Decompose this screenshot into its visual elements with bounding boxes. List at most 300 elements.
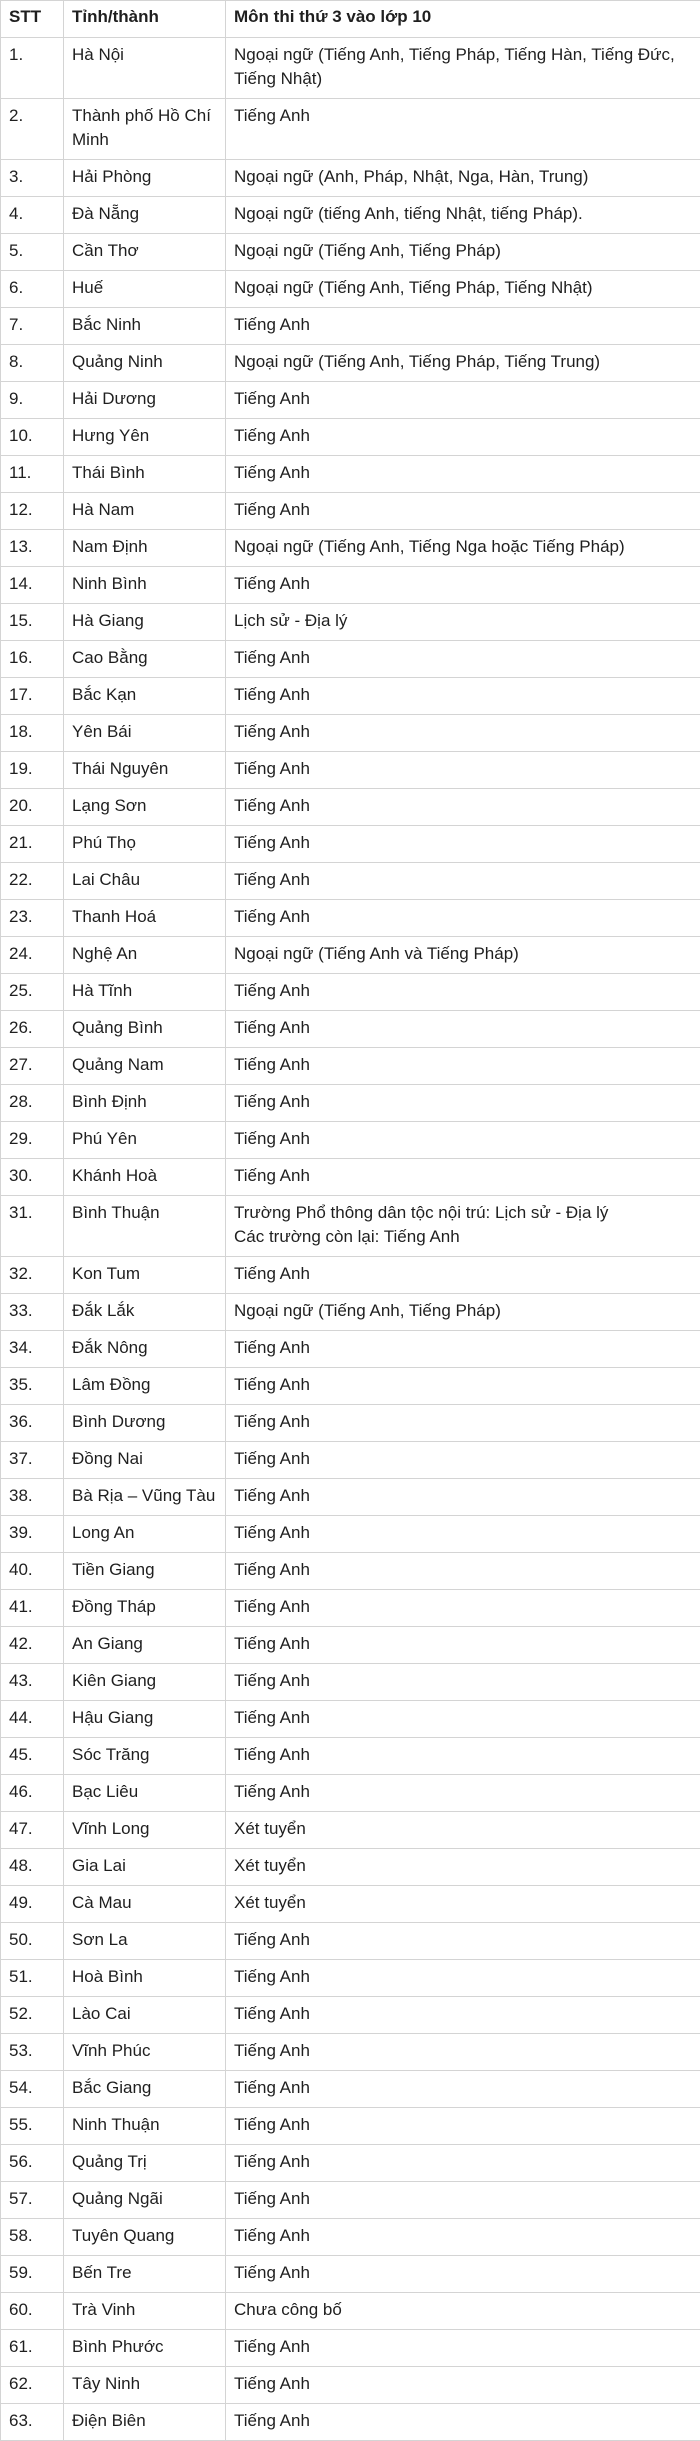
table-row [1, 271, 700, 308]
row-stt: 7. [1, 308, 64, 345]
table-row [1, 2182, 700, 2219]
table-row [1, 1257, 700, 1294]
row-province: Bạc Liêu [64, 1775, 226, 1812]
row-province: Quảng Ngãi [64, 2182, 226, 2219]
subject-line: Tiếng Anh [234, 2078, 310, 2097]
subject-line: Tiếng Anh [234, 426, 310, 445]
subject-line: Tiếng Anh [234, 870, 310, 889]
row-stt: 33. [1, 1294, 64, 1331]
row-province: Đà Nẵng [64, 197, 226, 234]
table-row [1, 863, 700, 900]
table-row [1, 1294, 700, 1331]
row-subject [226, 826, 700, 863]
subject-line: Ngoại ngữ (Tiếng Anh, Tiếng Pháp, Tiếng Nhật) [234, 278, 593, 297]
row-subject [226, 2219, 700, 2256]
row-stt: 57. [1, 2182, 64, 2219]
row-province: Hưng Yên [64, 419, 226, 456]
row-province: Tiền Giang [64, 1553, 226, 1590]
row-province: Ninh Thuận [64, 2108, 226, 2145]
row-stt: 12. [1, 493, 64, 530]
row-stt: 18. [1, 715, 64, 752]
row-stt: 15. [1, 604, 64, 641]
row-subject [226, 2145, 700, 2182]
subject-line: Tiếng Anh [234, 2115, 310, 2134]
row-subject [226, 1442, 700, 1479]
table-row [1, 1159, 700, 1196]
subject-line: Xét tuyển [234, 1856, 306, 1875]
row-subject [226, 604, 700, 641]
row-province: Trà Vinh [64, 2293, 226, 2330]
row-stt: 19. [1, 752, 64, 789]
row-subject [226, 308, 700, 345]
row-province: Bắc Ninh [64, 308, 226, 345]
row-province: Thái Nguyên [64, 752, 226, 789]
subject-line: Tiếng Anh [234, 315, 310, 334]
row-stt: 16. [1, 641, 64, 678]
row-stt: 21. [1, 826, 64, 863]
row-stt: 43. [1, 1664, 64, 1701]
row-subject [226, 1011, 700, 1048]
row-subject [226, 197, 700, 234]
subject-line: Ngoại ngữ (Anh, Pháp, Nhật, Nga, Hàn, Trung) [234, 167, 589, 186]
row-subject [226, 1997, 700, 2034]
subject-line: Xét tuyển [234, 1893, 306, 1912]
row-province: Đồng Nai [64, 1442, 226, 1479]
row-province: Bình Định [64, 1085, 226, 1122]
row-stt: 30. [1, 1159, 64, 1196]
row-subject [226, 2071, 700, 2108]
row-stt: 27. [1, 1048, 64, 1085]
row-province: Đắk Nông [64, 1331, 226, 1368]
row-stt: 28. [1, 1085, 64, 1122]
row-stt: 49. [1, 1886, 64, 1923]
row-stt: 63. [1, 2404, 64, 2441]
subject-line: Tiếng Anh [234, 722, 310, 741]
row-stt: 54. [1, 2071, 64, 2108]
row-subject [226, 1812, 700, 1849]
row-stt: 41. [1, 1590, 64, 1627]
row-stt: 17. [1, 678, 64, 715]
table-row [1, 789, 700, 826]
subject-line: Tiếng Anh [234, 2374, 310, 2393]
table-row [1, 974, 700, 1011]
row-stt: 20. [1, 789, 64, 826]
row-subject [226, 382, 700, 419]
row-province: Đắk Lắk [64, 1294, 226, 1331]
subject-line: Trường Phổ thông dân tộc nội trú: Lịch sử - Địa lý [234, 1203, 609, 1222]
row-stt: 35. [1, 1368, 64, 1405]
row-subject [226, 1331, 700, 1368]
row-province: Quảng Bình [64, 1011, 226, 1048]
row-subject [226, 1923, 700, 1960]
table-row [1, 2256, 700, 2293]
subject-line: Tiếng Anh [234, 574, 310, 593]
table-row [1, 1442, 700, 1479]
row-province: Phú Yên [64, 1122, 226, 1159]
row-province: Quảng Nam [64, 1048, 226, 1085]
subject-line: Ngoại ngữ (Tiếng Anh, Tiếng Pháp) [234, 241, 501, 260]
row-province: Kiên Giang [64, 1664, 226, 1701]
row-province: Đồng Tháp [64, 1590, 226, 1627]
row-stt: 5. [1, 234, 64, 271]
row-province: An Giang [64, 1627, 226, 1664]
table-row [1, 2293, 700, 2330]
subject-line: Tiếng Anh [234, 1449, 310, 1468]
subject-line: Tiếng Anh [234, 1634, 310, 1653]
subject-line: Ngoại ngữ (Tiếng Anh, Tiếng Nga hoặc Tiếng Pháp) [234, 537, 625, 556]
table-row [1, 2219, 700, 2256]
row-province: Huế [64, 271, 226, 308]
table-body [1, 38, 700, 2441]
row-province: Tây Ninh [64, 2367, 226, 2404]
row-province: Nam Định [64, 530, 226, 567]
table-row [1, 197, 700, 234]
row-subject [226, 493, 700, 530]
subject-line: Tiếng Anh [234, 1018, 310, 1037]
row-province: Thành phố Hồ Chí Minh [64, 99, 226, 160]
table-row [1, 604, 700, 641]
subject-line: Tiếng Anh [234, 2226, 310, 2245]
table-row [1, 678, 700, 715]
subject-line: Tiếng Anh [234, 1264, 310, 1283]
row-stt: 24. [1, 937, 64, 974]
table-row [1, 2108, 700, 2145]
row-subject [226, 1775, 700, 1812]
subject-line: Tiếng Anh [234, 2004, 310, 2023]
row-subject [226, 419, 700, 456]
row-stt: 42. [1, 1627, 64, 1664]
row-province: Hà Tĩnh [64, 974, 226, 1011]
row-subject [226, 530, 700, 567]
header-province: Tỉnh/thành [64, 1, 226, 38]
subject-line: Ngoại ngữ (Tiếng Anh và Tiếng Pháp) [234, 944, 519, 963]
row-province: Sơn La [64, 1923, 226, 1960]
row-subject [226, 234, 700, 271]
row-subject [226, 160, 700, 197]
row-stt: 38. [1, 1479, 64, 1516]
row-province: Điện Biên [64, 2404, 226, 2441]
table-row [1, 1405, 700, 1442]
row-stt: 44. [1, 1701, 64, 1738]
table-row [1, 1196, 700, 1257]
subject-line: Tiếng Anh [234, 759, 310, 778]
row-stt: 3. [1, 160, 64, 197]
row-stt: 53. [1, 2034, 64, 2071]
row-stt: 48. [1, 1849, 64, 1886]
table-row [1, 2330, 700, 2367]
table-row [1, 2145, 700, 2182]
table-row [1, 382, 700, 419]
row-subject [226, 2256, 700, 2293]
table-row [1, 1590, 700, 1627]
subject-line: Tiếng Anh [234, 796, 310, 815]
row-subject [226, 1627, 700, 1664]
row-stt: 25. [1, 974, 64, 1011]
row-province: Hà Nam [64, 493, 226, 530]
row-province: Ninh Bình [64, 567, 226, 604]
row-province: Quảng Trị [64, 2145, 226, 2182]
row-stt: 61. [1, 2330, 64, 2367]
row-stt: 14. [1, 567, 64, 604]
table-row [1, 1738, 700, 1775]
row-province: Hải Dương [64, 382, 226, 419]
row-subject [226, 974, 700, 1011]
table-row [1, 1997, 700, 2034]
row-province: Cao Bằng [64, 641, 226, 678]
table-row [1, 900, 700, 937]
row-subject [226, 1196, 700, 1257]
row-province: Kon Tum [64, 1257, 226, 1294]
row-province: Lạng Sơn [64, 789, 226, 826]
row-subject [226, 1159, 700, 1196]
row-subject [226, 1294, 700, 1331]
subject-line: Tiếng Anh [234, 1486, 310, 1505]
row-stt: 6. [1, 271, 64, 308]
subject-line: Tiếng Anh [234, 2041, 310, 2060]
row-stt: 62. [1, 2367, 64, 2404]
subject-line: Tiếng Anh [234, 907, 310, 926]
row-stt: 36. [1, 1405, 64, 1442]
row-province: Quảng Ninh [64, 345, 226, 382]
table-row [1, 1775, 700, 1812]
row-province: Bình Phước [64, 2330, 226, 2367]
row-subject [226, 1257, 700, 1294]
row-province: Tuyên Quang [64, 2219, 226, 2256]
row-province: Cà Mau [64, 1886, 226, 1923]
table-row [1, 1960, 700, 1997]
row-subject [226, 752, 700, 789]
row-subject [226, 567, 700, 604]
table-row [1, 641, 700, 678]
row-subject [226, 271, 700, 308]
row-province: Bà Rịa – Vũng Tàu [64, 1479, 226, 1516]
row-subject [226, 1960, 700, 1997]
table-row [1, 1701, 700, 1738]
subject-line: Tiếng Anh [234, 1671, 310, 1690]
row-subject [226, 1516, 700, 1553]
subject-line: Tiếng Anh [234, 1129, 310, 1148]
row-province: Hà Nội [64, 38, 226, 99]
subject-line: Ngoại ngữ (Tiếng Anh, Tiếng Pháp, Tiếng Trung) [234, 352, 601, 371]
row-subject [226, 1701, 700, 1738]
row-stt: 34. [1, 1331, 64, 1368]
row-stt: 8. [1, 345, 64, 382]
table-row [1, 937, 700, 974]
row-subject [226, 2367, 700, 2404]
row-subject [226, 1886, 700, 1923]
row-province: Thanh Hoá [64, 900, 226, 937]
table-row [1, 1516, 700, 1553]
table-row [1, 1849, 700, 1886]
subject-line: Tiếng Anh [234, 389, 310, 408]
subject-line: Tiếng Anh [234, 1055, 310, 1074]
row-province: Hoà Bình [64, 1960, 226, 1997]
row-subject [226, 456, 700, 493]
table-row [1, 1553, 700, 1590]
row-province: Gia Lai [64, 1849, 226, 1886]
row-stt: 32. [1, 1257, 64, 1294]
subject-line: Tiếng Anh [234, 463, 310, 482]
row-province: Phú Thọ [64, 826, 226, 863]
row-subject [226, 715, 700, 752]
subject-line: Tiếng Anh [234, 1782, 310, 1801]
row-province: Hậu Giang [64, 1701, 226, 1738]
row-stt: 52. [1, 1997, 64, 2034]
table-row [1, 308, 700, 345]
row-subject [226, 1664, 700, 1701]
table-row [1, 715, 700, 752]
row-subject [226, 2108, 700, 2145]
table-row [1, 493, 700, 530]
row-stt: 40. [1, 1553, 64, 1590]
row-stt: 50. [1, 1923, 64, 1960]
table-row [1, 567, 700, 604]
table-header-row [1, 1, 700, 38]
row-province: Khánh Hoà [64, 1159, 226, 1196]
subject-line: Tiếng Anh [234, 2411, 310, 2430]
row-province: Hải Phòng [64, 160, 226, 197]
table-row [1, 2367, 700, 2404]
row-stt: 45. [1, 1738, 64, 1775]
subject-line: Ngoại ngữ (Tiếng Anh, Tiếng Pháp, Tiếng Hàn, Tiếng Đức, Tiếng Nhật) [234, 45, 675, 88]
subject-line: Tiếng Anh [234, 106, 310, 125]
row-subject [226, 937, 700, 974]
table-row [1, 99, 700, 160]
subject-line: Tiếng Anh [234, 1708, 310, 1727]
subject-line: Xét tuyển [234, 1819, 306, 1838]
table-row [1, 530, 700, 567]
table-row [1, 1368, 700, 1405]
row-subject [226, 2330, 700, 2367]
row-stt: 46. [1, 1775, 64, 1812]
row-subject [226, 2404, 700, 2441]
row-subject [226, 2293, 700, 2330]
row-subject [226, 38, 700, 99]
row-stt: 51. [1, 1960, 64, 1997]
subject-line: Tiếng Anh [234, 1967, 310, 1986]
table-row [1, 345, 700, 382]
row-subject [226, 789, 700, 826]
row-subject [226, 345, 700, 382]
row-stt: 37. [1, 1442, 64, 1479]
subject-line: Tiếng Anh [234, 2337, 310, 2356]
row-stt: 55. [1, 2108, 64, 2145]
row-stt: 11. [1, 456, 64, 493]
table-row [1, 1923, 700, 1960]
row-stt: 9. [1, 382, 64, 419]
subject-line: Tiếng Anh [234, 648, 310, 667]
table-row [1, 1664, 700, 1701]
table-row [1, 1627, 700, 1664]
subject-line: Tiếng Anh [234, 685, 310, 704]
subject-line: Tiếng Anh [234, 833, 310, 852]
table-row [1, 1011, 700, 1048]
row-subject [226, 641, 700, 678]
header-subject: Môn thi thứ 3 vào lớp 10 [226, 1, 700, 38]
row-province: Vĩnh Phúc [64, 2034, 226, 2071]
subject-line: Tiếng Anh [234, 1375, 310, 1394]
row-subject [226, 900, 700, 937]
subject-line: Ngoại ngữ (tiếng Anh, tiếng Nhật, tiếng Pháp). [234, 204, 583, 223]
subject-line: Các trường còn lại: Tiếng Anh [234, 1227, 460, 1246]
row-subject [226, 1368, 700, 1405]
subject-line: Tiếng Anh [234, 1166, 310, 1185]
row-stt: 23. [1, 900, 64, 937]
subject-line: Tiếng Anh [234, 500, 310, 519]
header-stt: STT [1, 1, 64, 38]
table-row [1, 1048, 700, 1085]
subject-line: Tiếng Anh [234, 1338, 310, 1357]
subject-line: Tiếng Anh [234, 1745, 310, 1764]
row-stt: 58. [1, 2219, 64, 2256]
row-province: Bắc Giang [64, 2071, 226, 2108]
table-row [1, 419, 700, 456]
row-subject [226, 1553, 700, 1590]
row-province: Long An [64, 1516, 226, 1553]
row-province: Yên Bái [64, 715, 226, 752]
row-subject [226, 2034, 700, 2071]
row-subject [226, 863, 700, 900]
row-stt: 2. [1, 99, 64, 160]
table-row [1, 456, 700, 493]
subject-line: Tiếng Anh [234, 2189, 310, 2208]
row-province: Lâm Đồng [64, 1368, 226, 1405]
row-stt: 10. [1, 419, 64, 456]
table-row [1, 1085, 700, 1122]
table-row [1, 1812, 700, 1849]
row-province: Nghệ An [64, 937, 226, 974]
row-subject [226, 99, 700, 160]
row-stt: 47. [1, 1812, 64, 1849]
table-row [1, 38, 700, 99]
row-province: Bình Thuận [64, 1196, 226, 1257]
row-stt: 26. [1, 1011, 64, 1048]
row-stt: 39. [1, 1516, 64, 1553]
row-subject [226, 1590, 700, 1627]
subject-line: Lịch sử - Địa lý [234, 611, 348, 630]
table-row [1, 1331, 700, 1368]
row-province: Hà Giang [64, 604, 226, 641]
table-row [1, 160, 700, 197]
row-subject [226, 1849, 700, 1886]
subject-line: Tiếng Anh [234, 981, 310, 1000]
row-subject [226, 1085, 700, 1122]
row-province: Lào Cai [64, 1997, 226, 2034]
row-stt: 22. [1, 863, 64, 900]
row-stt: 4. [1, 197, 64, 234]
row-stt: 29. [1, 1122, 64, 1159]
subject-line: Ngoại ngữ (Tiếng Anh, Tiếng Pháp) [234, 1301, 501, 1320]
subject-line: Tiếng Anh [234, 1560, 310, 1579]
row-stt: 1. [1, 38, 64, 99]
table-row [1, 2034, 700, 2071]
subject-line: Tiếng Anh [234, 1412, 310, 1431]
table-row [1, 1122, 700, 1159]
row-subject [226, 1479, 700, 1516]
table-row [1, 1479, 700, 1516]
row-province: Lai Châu [64, 863, 226, 900]
row-province: Bình Dương [64, 1405, 226, 1442]
row-province: Vĩnh Long [64, 1812, 226, 1849]
row-province: Cần Thơ [64, 234, 226, 271]
subject-line: Tiếng Anh [234, 2263, 310, 2282]
row-province: Thái Bình [64, 456, 226, 493]
subject-line: Tiếng Anh [234, 1930, 310, 1949]
subject-line: Tiếng Anh [234, 1092, 310, 1111]
row-subject [226, 678, 700, 715]
row-province: Sóc Trăng [64, 1738, 226, 1775]
table-row [1, 2404, 700, 2441]
